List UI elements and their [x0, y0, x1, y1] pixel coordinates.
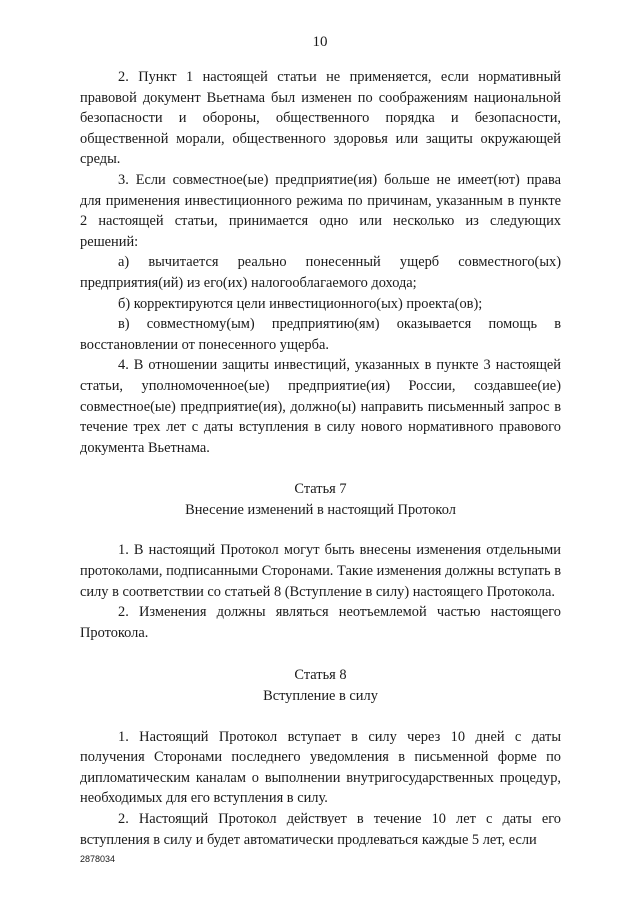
- paragraph-3c: в) совместному(ым) предприятию(ям) оказывается помощь в восстановлении от понесенного ущерба.: [80, 316, 561, 353]
- article-8-paragraph-1: 1. Настоящий Протокол вступает в силу через 10 дней с даты получения Сторонами последнего уведомления в письменной форме по дипломатическим каналам о выполнении внутригосударственных процедур, необходимых для его вступления в силу.: [80, 728, 561, 807]
- article-8-paragraph-2: 2. Настоящий Протокол действует в течение 10 лет с даты его вступления в силу и будет автоматически продлеваться каждые 5 лет, если: [80, 811, 561, 848]
- paragraph-3a: а) вычитается реально понесенный ущерб совместного(ых) предприятия(ий) из его(их) налогооблагаемого дохода;: [80, 254, 561, 291]
- article-7-title: Статья 7: [294, 481, 347, 498]
- article-8-heading: Вступление в силу: [263, 688, 378, 705]
- page-number: 10: [312, 34, 328, 50]
- article-7-paragraph-2: 2. Изменения должны являться неотъемлемой частью настоящего Протокола.: [80, 604, 561, 641]
- article-6-continuation: [80, 67, 561, 458]
- article-7-paragraph-1: 1. В настоящий Протокол могут быть внесены изменения отдельными протоколами, подписанными Сторонами. Такие изменения должны вступать в силу в соответствии со статьей 8 (Вступление в силу) настоящего Протокола.: [80, 542, 561, 600]
- article-8: [80, 665, 561, 850]
- paragraph-2: 2. Пункт 1 настоящей статьи не применяется, если нормативный правовой документ Вьетнама был изменен по соображениям национальной безопасности и обороны, общественного порядка и безопасности, общественной морали, общественного здоровья или защиты окружающей среды.: [80, 69, 561, 168]
- paragraph-3: 3. Если совместное(ые) предприятие(ия) больше не имеет(ют) права для применения инвестиционного режима по причинам, указанным в пункте 2 настоящей статьи, принимается одно или несколько из следующих решений:: [80, 171, 561, 250]
- paragraph-4: 4. В отношении защиты инвестиций, указанных в пункте 3 настоящей статьи, уполномоченное(ые) предприятие(ия) России, создавшее(ие) совместное(ые) предприятие(ия), должно(ы) направить письменный запрос в течение трех лет с даты вступления в силу нового нормативного правового документа Вьетнама.: [80, 357, 561, 456]
- document-code: 2878034: [80, 854, 116, 864]
- article-8-title: Статья 8: [294, 667, 347, 684]
- document-body: [80, 67, 561, 850]
- article-7-heading: Внесение изменений в настоящий Протокол: [185, 501, 456, 518]
- paragraph-3b: б) корректируются цели инвестиционного(ых) проекта(ов);: [118, 295, 483, 312]
- article-7: [80, 479, 561, 643]
